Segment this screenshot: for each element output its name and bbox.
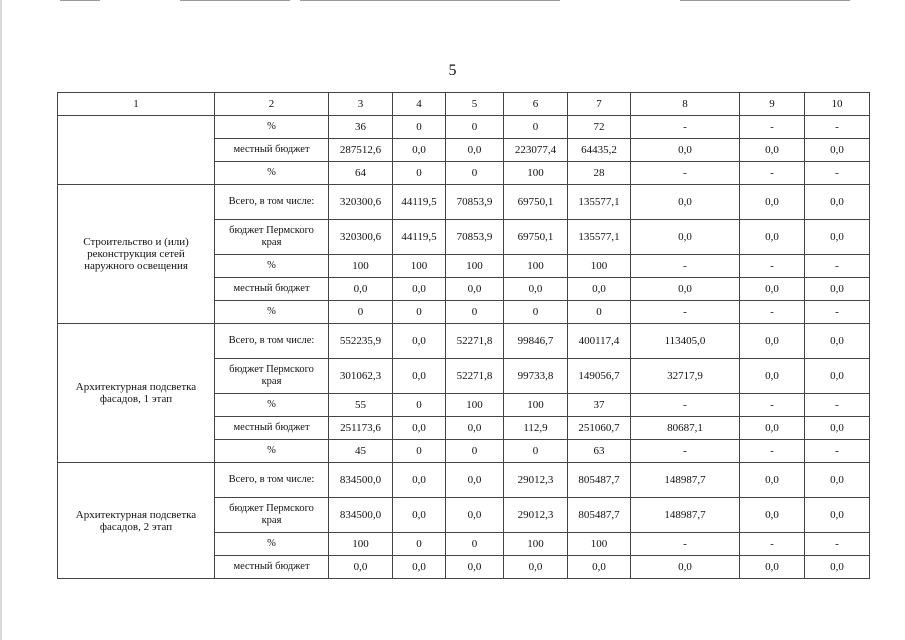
row-label-cell: % xyxy=(215,116,329,139)
value-cell-c10: - xyxy=(805,255,870,278)
value-cell-c8: 113405,0 xyxy=(631,324,740,359)
value-cell-c10: - xyxy=(805,440,870,463)
value-cell-c9: 0,0 xyxy=(740,417,805,440)
row-label-cell: % xyxy=(215,440,329,463)
value-cell-c4: 0,0 xyxy=(393,139,446,162)
value-cell-c10: 0,0 xyxy=(805,498,870,533)
value-cell-c10: - xyxy=(805,162,870,185)
value-cell-c7: 28 xyxy=(568,162,631,185)
value-cell-c9: - xyxy=(740,255,805,278)
value-cell-c9: - xyxy=(740,116,805,139)
row-label-cell: бюджет Пермского края xyxy=(215,498,329,533)
value-cell-c3: 100 xyxy=(329,255,393,278)
value-cell-c8: 0,0 xyxy=(631,278,740,301)
value-cell-c6: 100 xyxy=(504,533,568,556)
header-cell: 3 xyxy=(329,93,393,116)
value-cell-c3: 287512,6 xyxy=(329,139,393,162)
row-label-cell: Всего, в том числе: xyxy=(215,185,329,220)
value-cell-c8: - xyxy=(631,116,740,139)
value-cell-c5: 100 xyxy=(446,255,504,278)
row-label-cell: Всего, в том числе: xyxy=(215,324,329,359)
value-cell-c3: 320300,6 xyxy=(329,220,393,255)
value-cell-c10: - xyxy=(805,533,870,556)
value-cell-c6: 0 xyxy=(504,116,568,139)
group-name-cell: Строительство и (или) реконструкция сетей наружного освещения xyxy=(58,185,215,324)
value-cell-c4: 0,0 xyxy=(393,498,446,533)
row-label-cell: местный бюджет xyxy=(215,556,329,579)
value-cell-c7: 100 xyxy=(568,255,631,278)
value-cell-c6: 100 xyxy=(504,162,568,185)
value-cell-c4: 0,0 xyxy=(393,417,446,440)
value-cell-c6: 223077,4 xyxy=(504,139,568,162)
value-cell-c3: 301062,3 xyxy=(329,359,393,394)
value-cell-c7: 64435,2 xyxy=(568,139,631,162)
value-cell-c5: 0 xyxy=(446,440,504,463)
table-row xyxy=(58,324,870,359)
row-label-cell: % xyxy=(215,301,329,324)
row-label-cell: местный бюджет xyxy=(215,417,329,440)
value-cell-c5: 0,0 xyxy=(446,278,504,301)
value-cell-c7: 0 xyxy=(568,301,631,324)
table-header xyxy=(58,93,870,116)
scan-edge-left xyxy=(0,0,2,640)
value-cell-c3: 45 xyxy=(329,440,393,463)
header-cell: 9 xyxy=(740,93,805,116)
value-cell-c6: 29012,3 xyxy=(504,498,568,533)
value-cell-c8: 0,0 xyxy=(631,220,740,255)
value-cell-c6: 0,0 xyxy=(504,278,568,301)
value-cell-c8: - xyxy=(631,162,740,185)
row-label-cell: % xyxy=(215,394,329,417)
value-cell-c4: 0 xyxy=(393,162,446,185)
value-cell-c8: 148987,7 xyxy=(631,463,740,498)
value-cell-c7: 805487,7 xyxy=(568,463,631,498)
value-cell-c4: 0,0 xyxy=(393,278,446,301)
value-cell-c4: 0 xyxy=(393,440,446,463)
value-cell-c3: 0,0 xyxy=(329,556,393,579)
value-cell-c10: 0,0 xyxy=(805,463,870,498)
value-cell-c9: 0,0 xyxy=(740,463,805,498)
value-cell-c4: 0 xyxy=(393,394,446,417)
value-cell-c4: 0,0 xyxy=(393,556,446,579)
value-cell-c7: 400117,4 xyxy=(568,324,631,359)
value-cell-c7: 0,0 xyxy=(568,556,631,579)
value-cell-c3: 100 xyxy=(329,533,393,556)
value-cell-c10: 0,0 xyxy=(805,359,870,394)
value-cell-c5: 0,0 xyxy=(446,498,504,533)
value-cell-c9: - xyxy=(740,533,805,556)
value-cell-c6: 69750,1 xyxy=(504,220,568,255)
table-row xyxy=(58,185,870,220)
scan-edge-top xyxy=(0,0,905,3)
value-cell-c9: 0,0 xyxy=(740,324,805,359)
value-cell-c8: - xyxy=(631,301,740,324)
value-cell-c7: 149056,7 xyxy=(568,359,631,394)
value-cell-c6: 0 xyxy=(504,440,568,463)
value-cell-c9: 0,0 xyxy=(740,278,805,301)
value-cell-c7: 135577,1 xyxy=(568,220,631,255)
value-cell-c8: 148987,7 xyxy=(631,498,740,533)
value-cell-c3: 0 xyxy=(329,301,393,324)
value-cell-c9: - xyxy=(740,394,805,417)
value-cell-c9: 0,0 xyxy=(740,498,805,533)
value-cell-c6: 0,0 xyxy=(504,556,568,579)
value-cell-c7: 0,0 xyxy=(568,278,631,301)
row-label-cell: % xyxy=(215,255,329,278)
value-cell-c3: 55 xyxy=(329,394,393,417)
page-number: 5 xyxy=(448,62,457,79)
header-cell: 4 xyxy=(393,93,446,116)
value-cell-c3: 834500,0 xyxy=(329,498,393,533)
header-cell: 10 xyxy=(805,93,870,116)
table-body xyxy=(58,116,870,579)
value-cell-c7: 251060,7 xyxy=(568,417,631,440)
value-cell-c4: 0 xyxy=(393,116,446,139)
value-cell-c10: - xyxy=(805,394,870,417)
value-cell-c6: 69750,1 xyxy=(504,185,568,220)
table-row xyxy=(58,463,870,498)
header-cell: 1 xyxy=(58,93,215,116)
value-cell-c10: 0,0 xyxy=(805,556,870,579)
value-cell-c10: 0,0 xyxy=(805,324,870,359)
value-cell-c4: 44119,5 xyxy=(393,185,446,220)
value-cell-c9: - xyxy=(740,162,805,185)
value-cell-c5: 0,0 xyxy=(446,139,504,162)
value-cell-c9: 0,0 xyxy=(740,556,805,579)
row-label-cell: бюджет Пермского края xyxy=(215,359,329,394)
value-cell-c8: 80687,1 xyxy=(631,417,740,440)
value-cell-c4: 44119,5 xyxy=(393,220,446,255)
value-cell-c3: 64 xyxy=(329,162,393,185)
value-cell-c8: 0,0 xyxy=(631,556,740,579)
value-cell-c4: 0 xyxy=(393,301,446,324)
row-label-cell: % xyxy=(215,162,329,185)
value-cell-c5: 52271,8 xyxy=(446,324,504,359)
value-cell-c6: 99733,8 xyxy=(504,359,568,394)
value-cell-c8: 0,0 xyxy=(631,185,740,220)
value-cell-c8: - xyxy=(631,255,740,278)
value-cell-c9: - xyxy=(740,440,805,463)
value-cell-c6: 0 xyxy=(504,301,568,324)
budget-table xyxy=(57,92,870,579)
group-name-cell: Архитектурная подсветка фасадов, 1 этап xyxy=(58,324,215,463)
value-cell-c5: 0 xyxy=(446,116,504,139)
value-cell-c6: 100 xyxy=(504,394,568,417)
value-cell-c9: - xyxy=(740,301,805,324)
value-cell-c10: 0,0 xyxy=(805,417,870,440)
value-cell-c3: 834500,0 xyxy=(329,463,393,498)
value-cell-c5: 52271,8 xyxy=(446,359,504,394)
value-cell-c3: 251173,6 xyxy=(329,417,393,440)
value-cell-c5: 70853,9 xyxy=(446,185,504,220)
value-cell-c8: - xyxy=(631,394,740,417)
row-label-cell: % xyxy=(215,533,329,556)
value-cell-c5: 100 xyxy=(446,394,504,417)
header-cell: 7 xyxy=(568,93,631,116)
value-cell-c9: 0,0 xyxy=(740,220,805,255)
row-label-cell: Всего, в том числе: xyxy=(215,463,329,498)
value-cell-c7: 72 xyxy=(568,116,631,139)
value-cell-c9: 0,0 xyxy=(740,139,805,162)
value-cell-c7: 37 xyxy=(568,394,631,417)
value-cell-c9: 0,0 xyxy=(740,359,805,394)
group-name-cell xyxy=(58,116,215,185)
value-cell-c7: 100 xyxy=(568,533,631,556)
header-cell: 8 xyxy=(631,93,740,116)
value-cell-c6: 99846,7 xyxy=(504,324,568,359)
value-cell-c5: 0 xyxy=(446,301,504,324)
value-cell-c5: 0 xyxy=(446,162,504,185)
value-cell-c10: 0,0 xyxy=(805,139,870,162)
value-cell-c9: 0,0 xyxy=(740,185,805,220)
header-cell: 6 xyxy=(504,93,568,116)
value-cell-c10: - xyxy=(805,301,870,324)
value-cell-c5: 0,0 xyxy=(446,463,504,498)
value-cell-c8: 0,0 xyxy=(631,139,740,162)
value-cell-c3: 0,0 xyxy=(329,278,393,301)
value-cell-c3: 36 xyxy=(329,116,393,139)
value-cell-c8: 32717,9 xyxy=(631,359,740,394)
value-cell-c8: - xyxy=(631,533,740,556)
value-cell-c4: 0,0 xyxy=(393,324,446,359)
row-label-cell: местный бюджет xyxy=(215,278,329,301)
value-cell-c10: 0,0 xyxy=(805,220,870,255)
value-cell-c3: 320300,6 xyxy=(329,185,393,220)
value-cell-c7: 805487,7 xyxy=(568,498,631,533)
group-name-cell: Архитектурная подсветка фасадов, 2 этап xyxy=(58,463,215,579)
value-cell-c6: 100 xyxy=(504,255,568,278)
value-cell-c10: 0,0 xyxy=(805,278,870,301)
value-cell-c8: - xyxy=(631,440,740,463)
value-cell-c7: 63 xyxy=(568,440,631,463)
header-row xyxy=(58,93,870,116)
value-cell-c4: 0 xyxy=(393,533,446,556)
row-label-cell: местный бюджет xyxy=(215,139,329,162)
value-cell-c5: 70853,9 xyxy=(446,220,504,255)
value-cell-c4: 100 xyxy=(393,255,446,278)
value-cell-c6: 29012,3 xyxy=(504,463,568,498)
value-cell-c10: - xyxy=(805,116,870,139)
value-cell-c5: 0,0 xyxy=(446,556,504,579)
header-cell: 5 xyxy=(446,93,504,116)
header-cell: 2 xyxy=(215,93,329,116)
value-cell-c7: 135577,1 xyxy=(568,185,631,220)
table-row xyxy=(58,116,870,139)
value-cell-c5: 0 xyxy=(446,533,504,556)
value-cell-c6: 112,9 xyxy=(504,417,568,440)
value-cell-c5: 0,0 xyxy=(446,417,504,440)
value-cell-c10: 0,0 xyxy=(805,185,870,220)
value-cell-c4: 0,0 xyxy=(393,463,446,498)
value-cell-c3: 552235,9 xyxy=(329,324,393,359)
value-cell-c4: 0,0 xyxy=(393,359,446,394)
row-label-cell: бюджет Пермского края xyxy=(215,220,329,255)
